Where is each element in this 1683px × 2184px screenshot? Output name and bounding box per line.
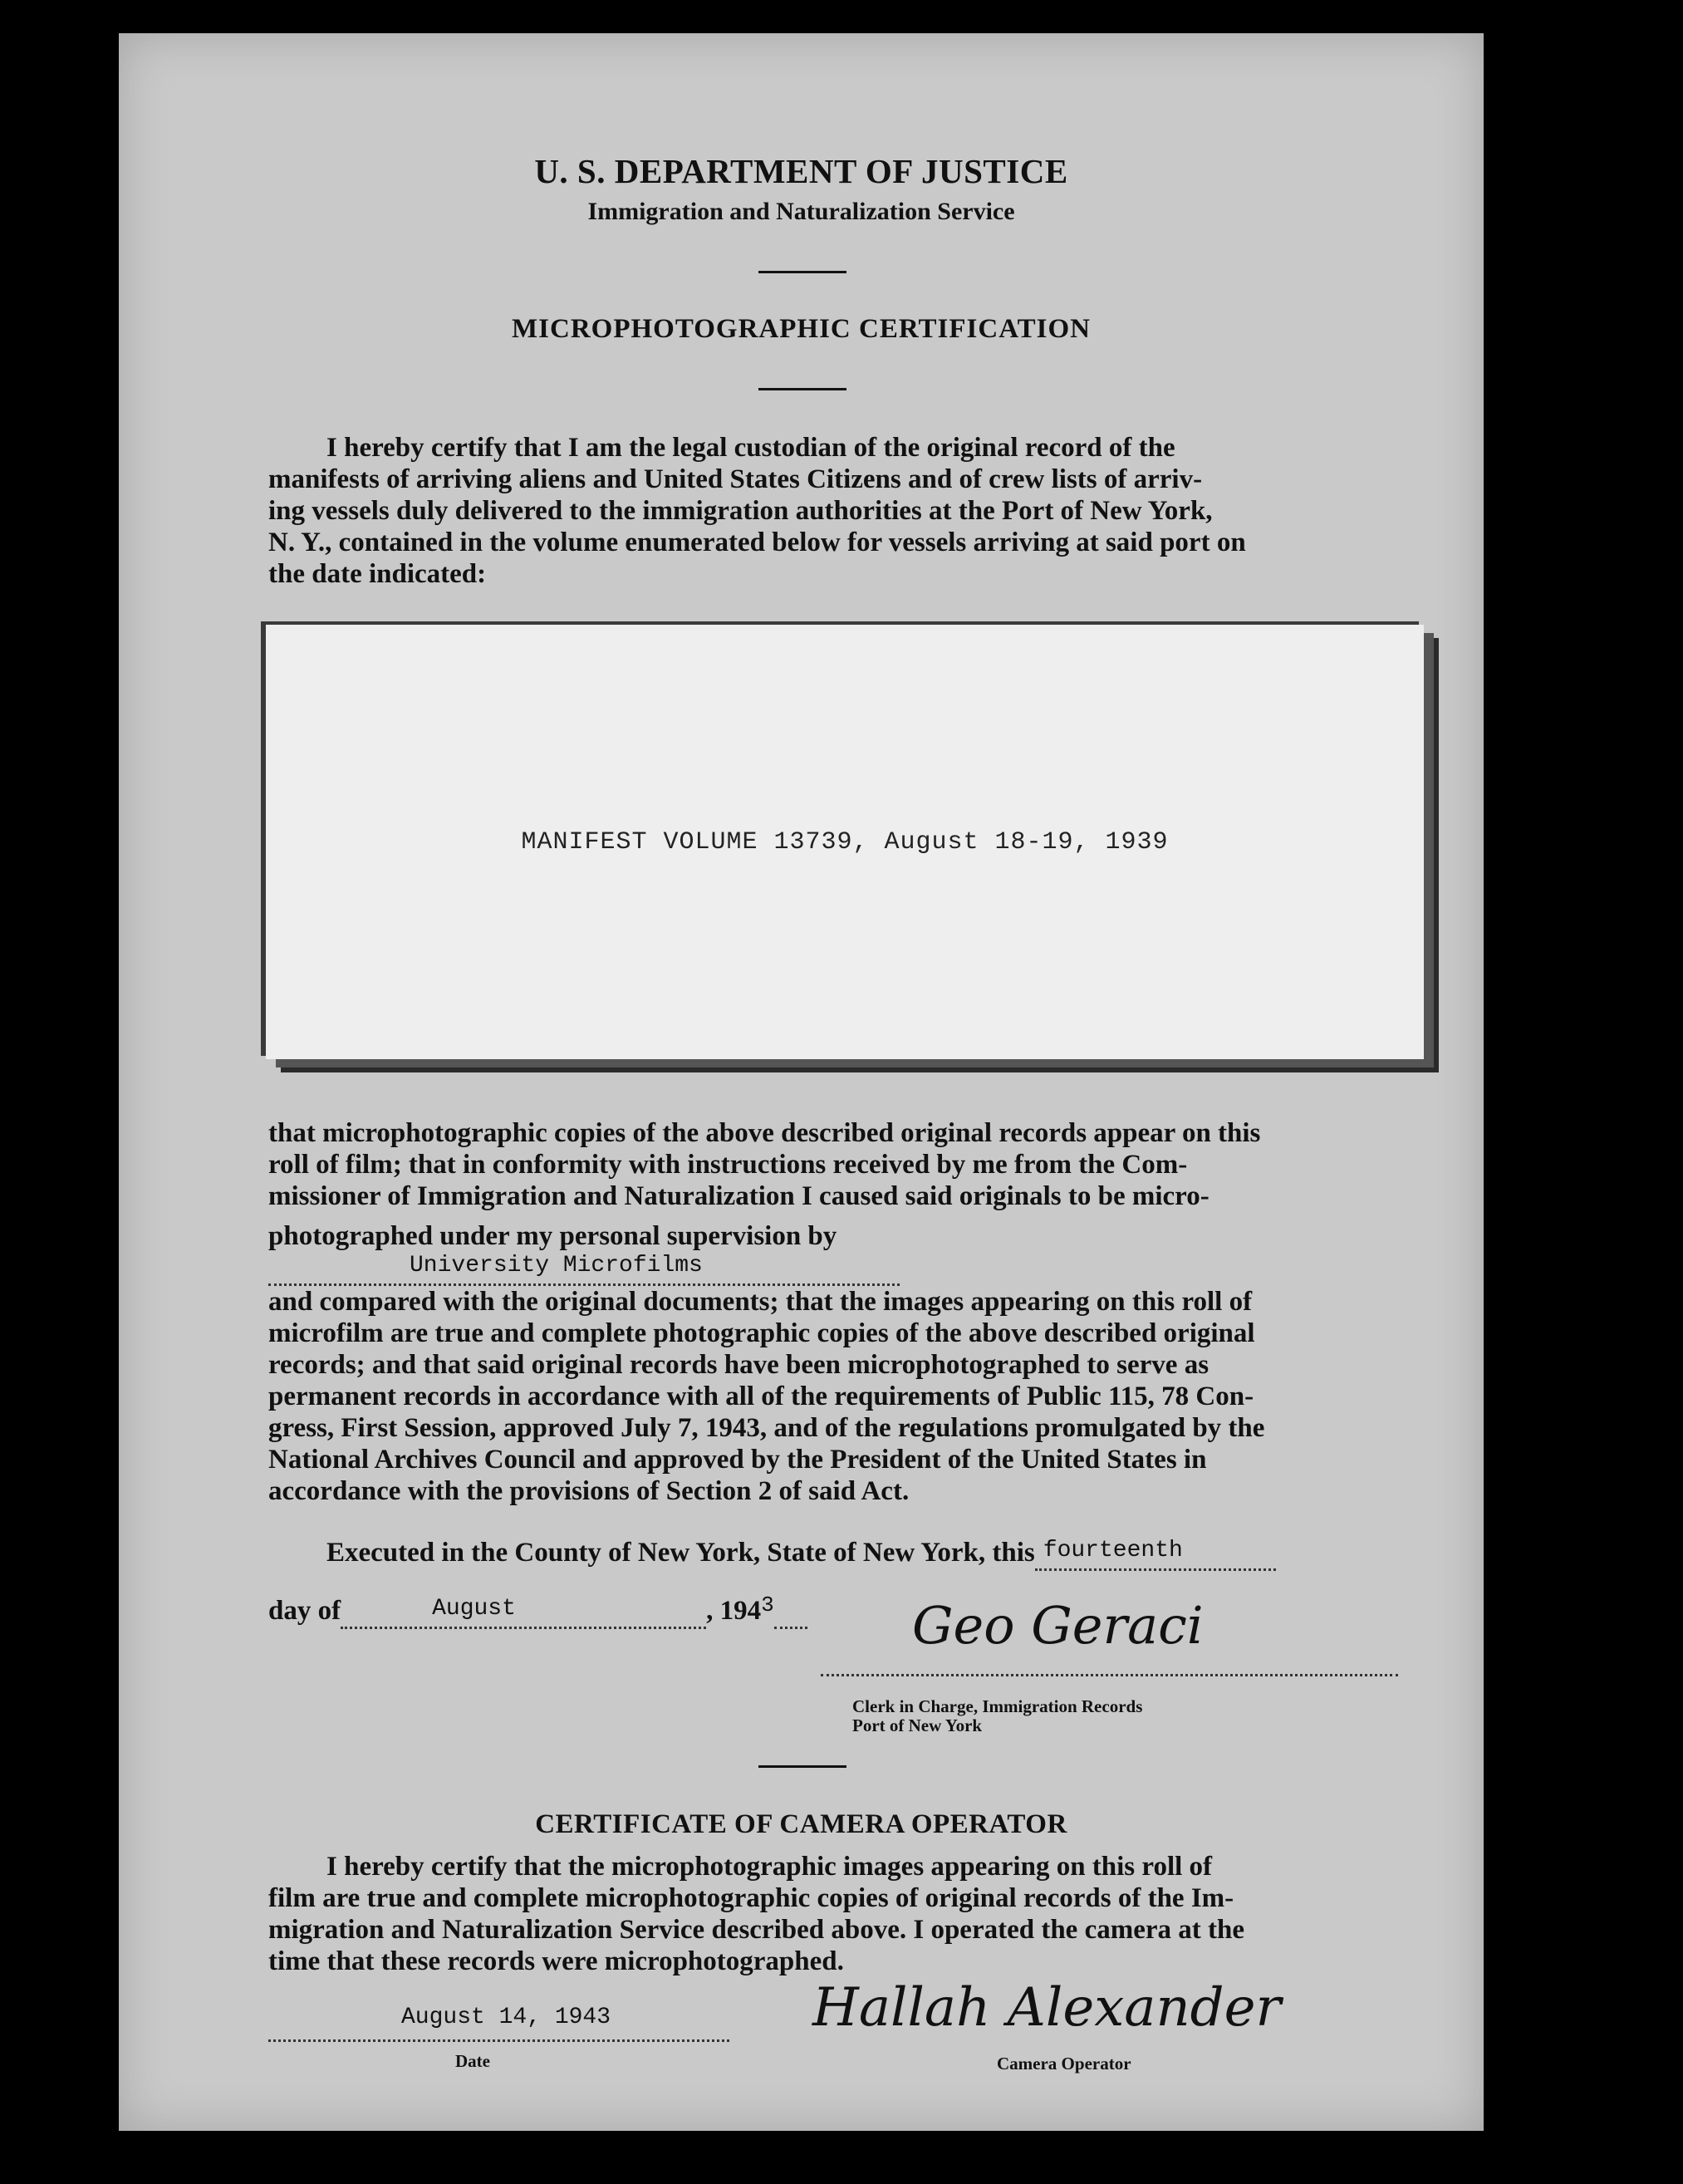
intro-paragraph [268,432,1340,590]
day-field [1035,1537,1276,1571]
date-value: August 14, 1943 [401,2005,611,2030]
photographed-prefix: photographed under my personal supervision by [268,1221,837,1251]
operator-label: Camera Operator [997,2054,1131,2074]
date-label: Date [455,2051,490,2071]
paragraph-line: accordance with the provisions of Section 2 of said Act. [268,1476,910,1506]
camera-heading: CERTIFICATE OF CAMERA OPERATOR [535,1809,1067,1839]
paragraph-line: microfilm are true and complete photographic copies of the above described original [268,1318,1255,1348]
paragraph-line: that microphotographic copies of the above described original records appear on this [268,1118,1261,1148]
divider [758,271,846,273]
department-title: U. S. DEPARTMENT OF JUSTICE [534,152,1068,190]
clerk-signature: Geo Geraci [912,1595,1204,1656]
camera-paragraph [268,1851,1340,1977]
clerk-title-line-1: Clerk in Charge, Immigration Records [852,1696,1143,1716]
clerk-title-line-2: Port of New York [852,1715,983,1735]
paragraph-line: and compared with the original documents; that the images appearing on this roll of [268,1287,1253,1317]
certificate-sheet [119,33,1484,2131]
paragraph-line: permanent records in accordance with all of the requirements of Public 115, 78 Con- [268,1382,1254,1411]
paragraph-line: I hereby certify that I am the legal custodian of the original record of the [326,433,1175,463]
clerk-signature-area [821,1595,1398,1686]
clerk-title [852,1697,1142,1735]
manifest-volume-card [266,625,1424,1059]
clerk-signature-line [821,1674,1398,1676]
executed-text: Executed in the County of New York, State of New York, this [326,1538,1035,1568]
paragraph-line: manifests of arriving aliens and United States Citizens and of crew lists of arriv- [268,464,1203,494]
operator-signature: Hallah Alexander [812,1977,1282,2039]
photographed-by-field [268,1252,900,1286]
month-field [341,1595,706,1629]
paragraph-line: I hereby certify that the microphotographic images appearing on this roll of [326,1852,1213,1882]
paragraph-line: records; and that said original records have been microphotographed to serve as [268,1350,1210,1380]
photographed-by-line [268,1220,1340,1286]
year-digit: 3 [761,1593,774,1617]
executed-line [326,1537,1340,1571]
paragraph-line: migration and Naturalization Service described above. I operated the camera at the [268,1915,1244,1945]
photographed-by-value: University Microfilms [410,1253,703,1278]
paragraph-line: gress, First Session, approved July 7, 1943, and of the regulations promulgated by the [268,1413,1265,1443]
month-value: August [432,1596,516,1622]
paragraph-line: roll of film; that in conformity with instructions received by me from the Com- [268,1150,1188,1180]
date-field [268,1998,729,2042]
paragraph-line: the date indicated: [268,559,487,589]
divider [758,1765,846,1768]
paragraph-line: time that these records were microphotographed. [268,1946,844,1976]
manifest-volume-label: MANIFEST VOLUME 13739, August 18-19, 1939 [521,828,1169,856]
service-subtitle: Immigration and Naturalization Service [587,198,1015,225]
body-paragraph [268,1117,1340,1507]
paragraph-line: National Archives Council and approved by the President of the United States in [268,1445,1207,1475]
paragraph-line: missioner of Immigration and Naturalization I caused said originals to be micro- [268,1181,1210,1211]
year-field [774,1595,807,1629]
year-prefix: , 194 [706,1596,762,1626]
day-value: fourteenth [1043,1538,1183,1563]
paragraph-line: ing vessels duly delivered to the immigration authorities at the Port of New York, [268,496,1213,526]
divider [758,388,846,390]
certification-title: MICROPHOTOGRAPHIC CERTIFICATION [512,314,1091,344]
day-of-label: day of [268,1596,341,1626]
paragraph-line: N. Y., contained in the volume enumerated below for vessels arriving at said port on [268,528,1246,557]
paragraph-line: film are true and complete microphotographic copies of original records of the Im- [268,1883,1234,1913]
